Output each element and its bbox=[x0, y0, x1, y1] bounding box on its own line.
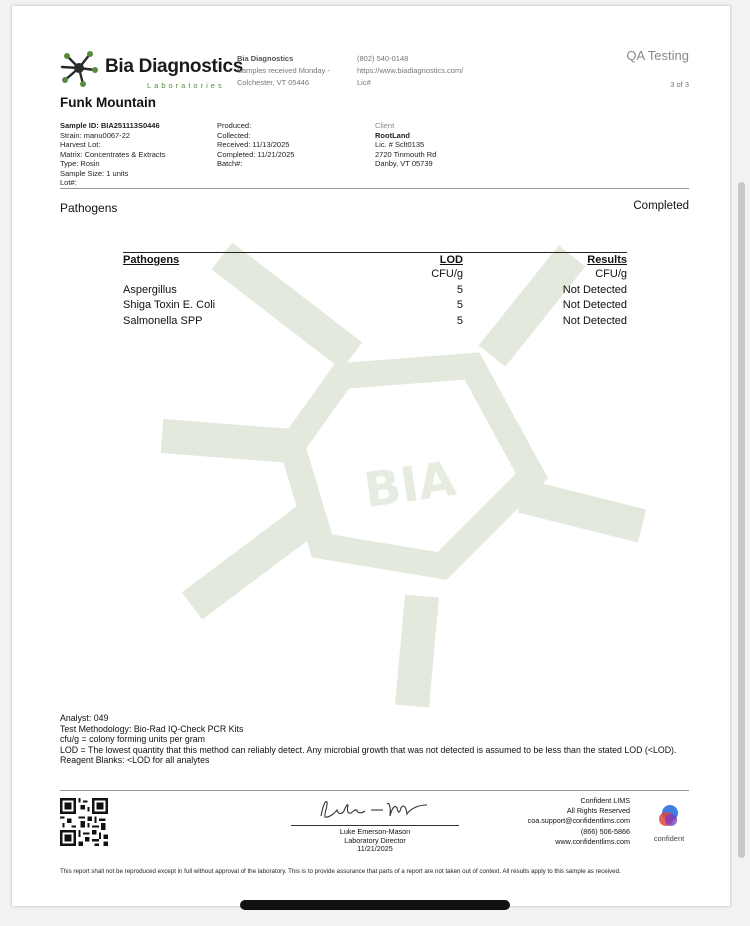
analyte-lod: 5 bbox=[456, 314, 463, 327]
signature-date: 11/21/2025 bbox=[357, 844, 393, 854]
signature-line bbox=[291, 825, 459, 826]
unit-results: CFU/g bbox=[595, 268, 627, 280]
lims-phone: (866) 506-5866 bbox=[580, 826, 630, 836]
client-address-1: 2720 Tinmouth Rd bbox=[375, 149, 437, 159]
signer-title: Laboratory Director bbox=[344, 835, 406, 845]
section-status: Completed bbox=[633, 200, 689, 212]
lims-website[interactable]: www.confidentlims.com bbox=[555, 836, 630, 846]
footer-divider bbox=[60, 790, 689, 791]
collected-date: Collected: bbox=[217, 130, 251, 140]
lot-number: Lot#: bbox=[60, 178, 77, 187]
lab-phone: (802) 540-0148 bbox=[357, 54, 409, 63]
product-name: Funk Mountain bbox=[60, 95, 156, 110]
unit-pathogens bbox=[123, 267, 353, 283]
lab-website[interactable]: https://www.biadiagnostics.com/ bbox=[357, 66, 464, 75]
table-row bbox=[123, 283, 627, 299]
confident-logo-text: confident bbox=[653, 834, 685, 843]
lod-definition: LOD = The lowest quantity that this method can reliably detect. Any microbial growth that was not detected is assumed to be less than the stated LOD (<LOD). bbox=[60, 744, 677, 755]
client-name: RootLand bbox=[375, 130, 410, 140]
test-methodology: Test Methodology: Bio-Rad IQ-Check PCR Kits bbox=[60, 723, 244, 734]
reagent-blanks: Reagent Blanks: <LOD for all analytes bbox=[60, 755, 210, 766]
received-date: Received: 11/13/2025 bbox=[217, 140, 290, 149]
col-header-lod: LOD bbox=[439, 254, 463, 266]
lims-email[interactable]: coa.support@confidentlims.com bbox=[527, 816, 630, 826]
sample-dates bbox=[217, 121, 294, 169]
lims-name: Confident LIMS bbox=[580, 796, 630, 805]
sample-type: Type: Rosin bbox=[60, 159, 100, 168]
section-title: Pathogens bbox=[60, 201, 118, 215]
home-indicator[interactable] bbox=[240, 900, 510, 910]
svg-text:BIA: BIA bbox=[360, 450, 460, 520]
company-sub: Laboratories bbox=[147, 81, 225, 90]
signer-block bbox=[291, 828, 459, 854]
lab-license: Lic# bbox=[357, 78, 371, 87]
lims-rights: All Rights Reserved bbox=[566, 806, 630, 816]
lims-info bbox=[528, 796, 630, 847]
analyte-name: Aspergillus bbox=[123, 283, 177, 296]
sample-id: Sample ID: BIA251113S0446 bbox=[60, 121, 160, 130]
table-units-row bbox=[123, 267, 627, 283]
unit-lod: CFU/g bbox=[431, 268, 463, 280]
analyte-name: Salmonella SPP bbox=[123, 314, 203, 327]
batch-number: Batch#: bbox=[217, 159, 243, 168]
page-number: 3 of 3 bbox=[670, 80, 689, 89]
method-notes bbox=[60, 713, 680, 766]
client-license: Lic. # Sclt0135 bbox=[375, 140, 425, 149]
document-type: QA Testing bbox=[626, 48, 689, 63]
client-info bbox=[375, 121, 436, 169]
analyte-result: Not Detected bbox=[562, 283, 627, 296]
client-address-2: Danby, VT 05739 bbox=[375, 159, 433, 168]
signature-image bbox=[291, 796, 461, 824]
scrollbar[interactable] bbox=[738, 182, 745, 858]
matrix: Matrix: Concentrates & Extracts bbox=[60, 149, 166, 159]
company-name: Bia Diagnostics bbox=[105, 56, 244, 77]
signer-name: Luke Emerson-Mason bbox=[339, 827, 411, 836]
lab-address bbox=[237, 53, 330, 89]
sample-info bbox=[60, 121, 165, 188]
strain: Strain: manu0067-22 bbox=[60, 130, 131, 140]
client-label: Client bbox=[375, 121, 395, 130]
confident-logo-icon bbox=[656, 804, 682, 828]
confident-logo bbox=[644, 804, 694, 846]
table-row bbox=[123, 298, 627, 314]
analyte-result: Not Detected bbox=[562, 299, 627, 311]
analyte-result: Not Detected bbox=[562, 314, 627, 327]
completed-date: Completed: 11/21/2025 bbox=[217, 149, 295, 159]
molecule-logo-icon bbox=[59, 48, 99, 88]
lab-address-line1: Samples received Monday - bbox=[237, 66, 330, 75]
lab-address-line2: Colchester, VT 05446 bbox=[237, 78, 309, 87]
sample-size: Sample Size: 1 units bbox=[60, 168, 129, 178]
coa-page bbox=[12, 6, 730, 906]
qr-code-icon[interactable] bbox=[60, 798, 108, 846]
pathogens-table bbox=[123, 252, 627, 329]
company-logo bbox=[59, 48, 244, 90]
table-row bbox=[123, 314, 627, 330]
produced-date: Produced: bbox=[217, 121, 252, 130]
analyte-lod: 5 bbox=[456, 299, 463, 311]
table-header-row bbox=[123, 253, 627, 268]
lab-address-title: Bia Diagnostics bbox=[237, 54, 294, 63]
header-divider bbox=[60, 188, 689, 189]
cfu-definition: cfu/g = colony forming units per gram bbox=[60, 734, 205, 745]
analyst: Analyst: 049 bbox=[60, 713, 109, 723]
col-header-results: Results bbox=[587, 254, 627, 266]
analyte-lod: 5 bbox=[456, 283, 463, 296]
col-header-pathogens: Pathogens bbox=[123, 254, 180, 266]
harvest-lot: Harvest Lot: bbox=[60, 140, 101, 149]
lab-contact bbox=[357, 53, 463, 89]
footnote: This report shall not be reproduced except in full without approval of the laboratory. This is to provide assurance that parts of a report are not taken out of context. All results apply to this sample as received. bbox=[60, 868, 621, 875]
analyte-name: Shiga Toxin E. Coli bbox=[123, 299, 216, 311]
